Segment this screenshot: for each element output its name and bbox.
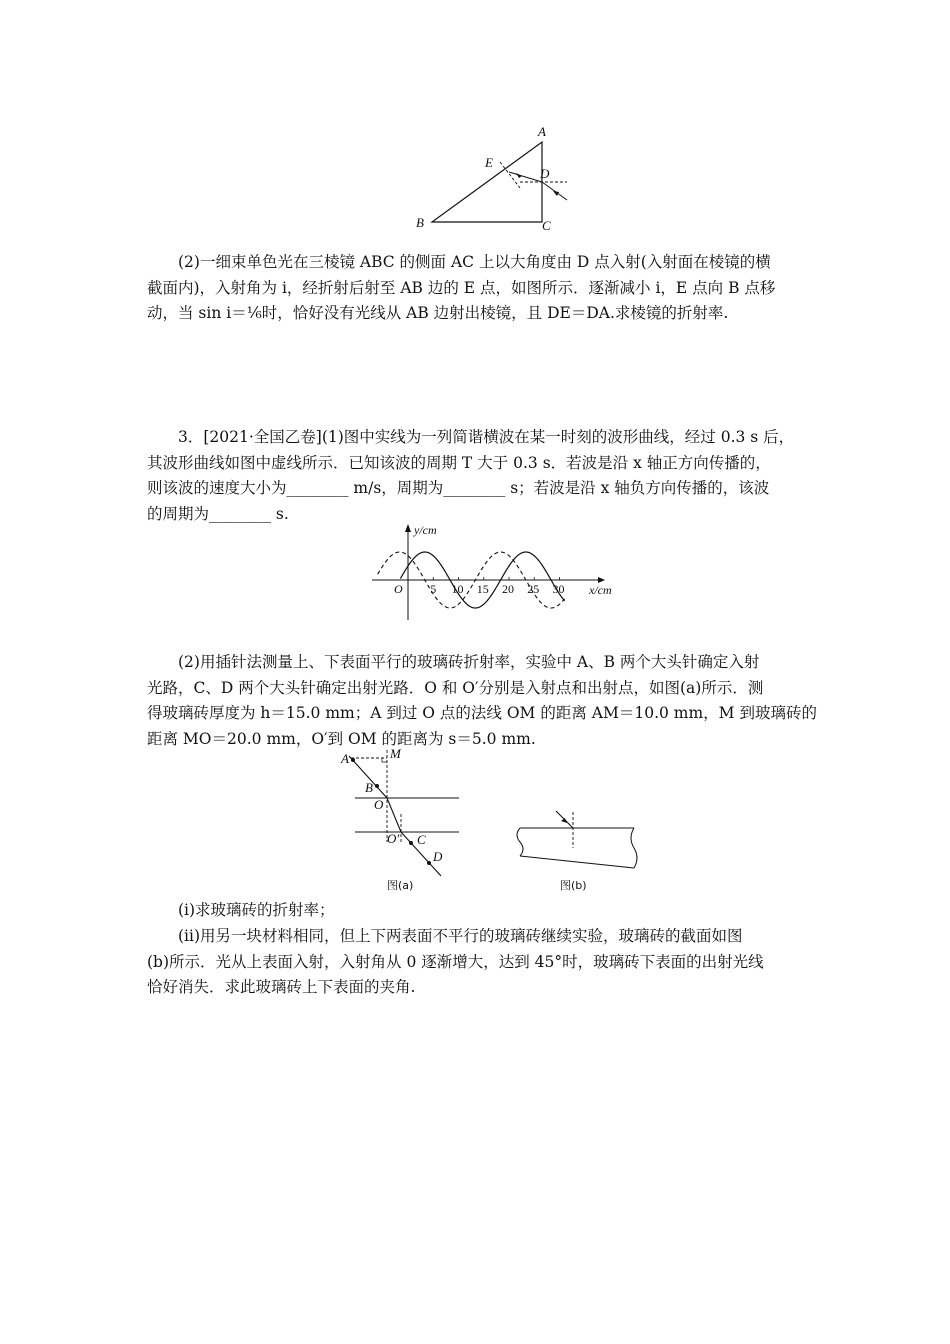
pin-A xyxy=(351,758,355,762)
q3-part2-paragraph xyxy=(147,650,817,752)
x-tick-label: 25 xyxy=(527,582,540,596)
label-B: B xyxy=(365,780,373,795)
label-M: M xyxy=(390,748,401,761)
label-D: D xyxy=(433,849,443,864)
q2-part2-paragraph xyxy=(147,250,807,327)
x-tick-label: 20 xyxy=(502,582,514,596)
text-line: 3．[2021·全国乙卷](1)图中实线为一列简谐横波在某一时刻的波形曲线，经过 0.3 s 后， xyxy=(178,428,795,446)
q3-sub1-paragraph xyxy=(147,898,807,924)
x-tick-label: 5 xyxy=(430,582,437,596)
pin-C xyxy=(409,841,413,845)
text-line: 其波形曲线如图中虚线所示．已知该波的周期 T 大于 0.3 s．若波是沿 x 轴正方向传播的， xyxy=(147,453,771,472)
text-line: 截面内)，入射角为 i，经折射后射至 AB 边的 E 点，如图所示．逐渐减小 i，E 点向 B 点移 xyxy=(147,278,776,297)
text-line: 光路，C、D 两个大头针确定出射光路．O 和 O′分别是入射点和出射点，如图(a)所示．测 xyxy=(147,678,764,697)
ray-arrow xyxy=(553,191,559,196)
glass-b-right-break xyxy=(631,828,637,868)
text-line: 距离 MO＝20.0 mm，O′到 OM 的距离为 s＝5.0 mm. xyxy=(147,729,536,748)
label-D: D xyxy=(540,166,550,181)
caption-b: 图(b) xyxy=(560,879,587,892)
label-C: C xyxy=(417,832,426,847)
wave-chart xyxy=(370,520,620,625)
label-B: B xyxy=(416,215,424,230)
right-angle-mark xyxy=(382,758,387,762)
label-O-prime: O′ xyxy=(387,831,400,846)
text-line: (b)所示．光从上表面入射，入射角从 0 逐渐增大，达到 45°时，玻璃砖下表面的出射光线 xyxy=(147,952,764,971)
text-line: 动，当 sin i＝⅙时，恰好没有光线从 AB 边射出棱镜，且 DE＝DA.求棱镜的折射率. xyxy=(147,304,729,322)
label-A: A xyxy=(538,124,546,139)
x-tick-label: 15 xyxy=(476,582,489,596)
origin-label: O xyxy=(394,582,403,596)
glass-figure-a xyxy=(335,748,470,896)
ray-incident xyxy=(542,182,567,200)
glass-b-left-break xyxy=(517,828,523,856)
y-axis-arrow xyxy=(405,524,411,532)
text-line: (2)用插针法测量上、下表面平行的玻璃砖折射率，实验中 A、B 两个大头针确定入射 xyxy=(178,653,760,671)
label-C: C xyxy=(542,218,551,232)
text-line: 则该波的速度大小为________ m/s，周期为________ s；若波是沿 x 轴负方向传播的，该波 xyxy=(147,479,770,497)
x-tick-label: 30 xyxy=(552,582,565,596)
ray-inside xyxy=(387,798,401,832)
label-A: A xyxy=(341,751,349,766)
prism-figure xyxy=(412,122,572,232)
label-E: E xyxy=(485,155,493,170)
glass-b-bottom xyxy=(520,856,634,868)
y-axis-label: y/cm xyxy=(414,523,437,537)
text-line: (2)一细束单色光在三棱镜 ABC 的侧面 AC 上以大角度由 D 点入射(入射面在棱镜的横 xyxy=(178,253,771,271)
text-line: (ⅱ)用另一块材料相同，但上下两表面不平行的玻璃砖继续实验，玻璃砖的截面如图 xyxy=(178,927,743,945)
q3-sub2-paragraph xyxy=(147,924,807,1001)
x-axis-label: x/cm xyxy=(589,583,612,597)
label-O: O xyxy=(374,797,384,812)
ray-refracted xyxy=(509,172,542,182)
x-tick-label: 10 xyxy=(451,582,464,596)
glass-figure-b xyxy=(510,800,645,896)
sub-question-1: (ⅰ)求玻璃砖的折射率； xyxy=(178,901,335,919)
pin-D xyxy=(427,861,431,865)
pin-B xyxy=(375,784,379,788)
text-line: 恰好消失．求此玻璃砖上下表面的夹角. xyxy=(147,978,416,996)
text-line: 得玻璃砖厚度为 h＝15.0 mm；A 到过 O 点的法线 OM 的距离 AM＝10.0 mm，M 到玻璃砖的 xyxy=(147,704,817,722)
text-line: 的周期为________ s. xyxy=(147,504,289,523)
q3-part1-paragraph xyxy=(147,425,807,527)
caption-a: 图(a) xyxy=(387,879,414,892)
